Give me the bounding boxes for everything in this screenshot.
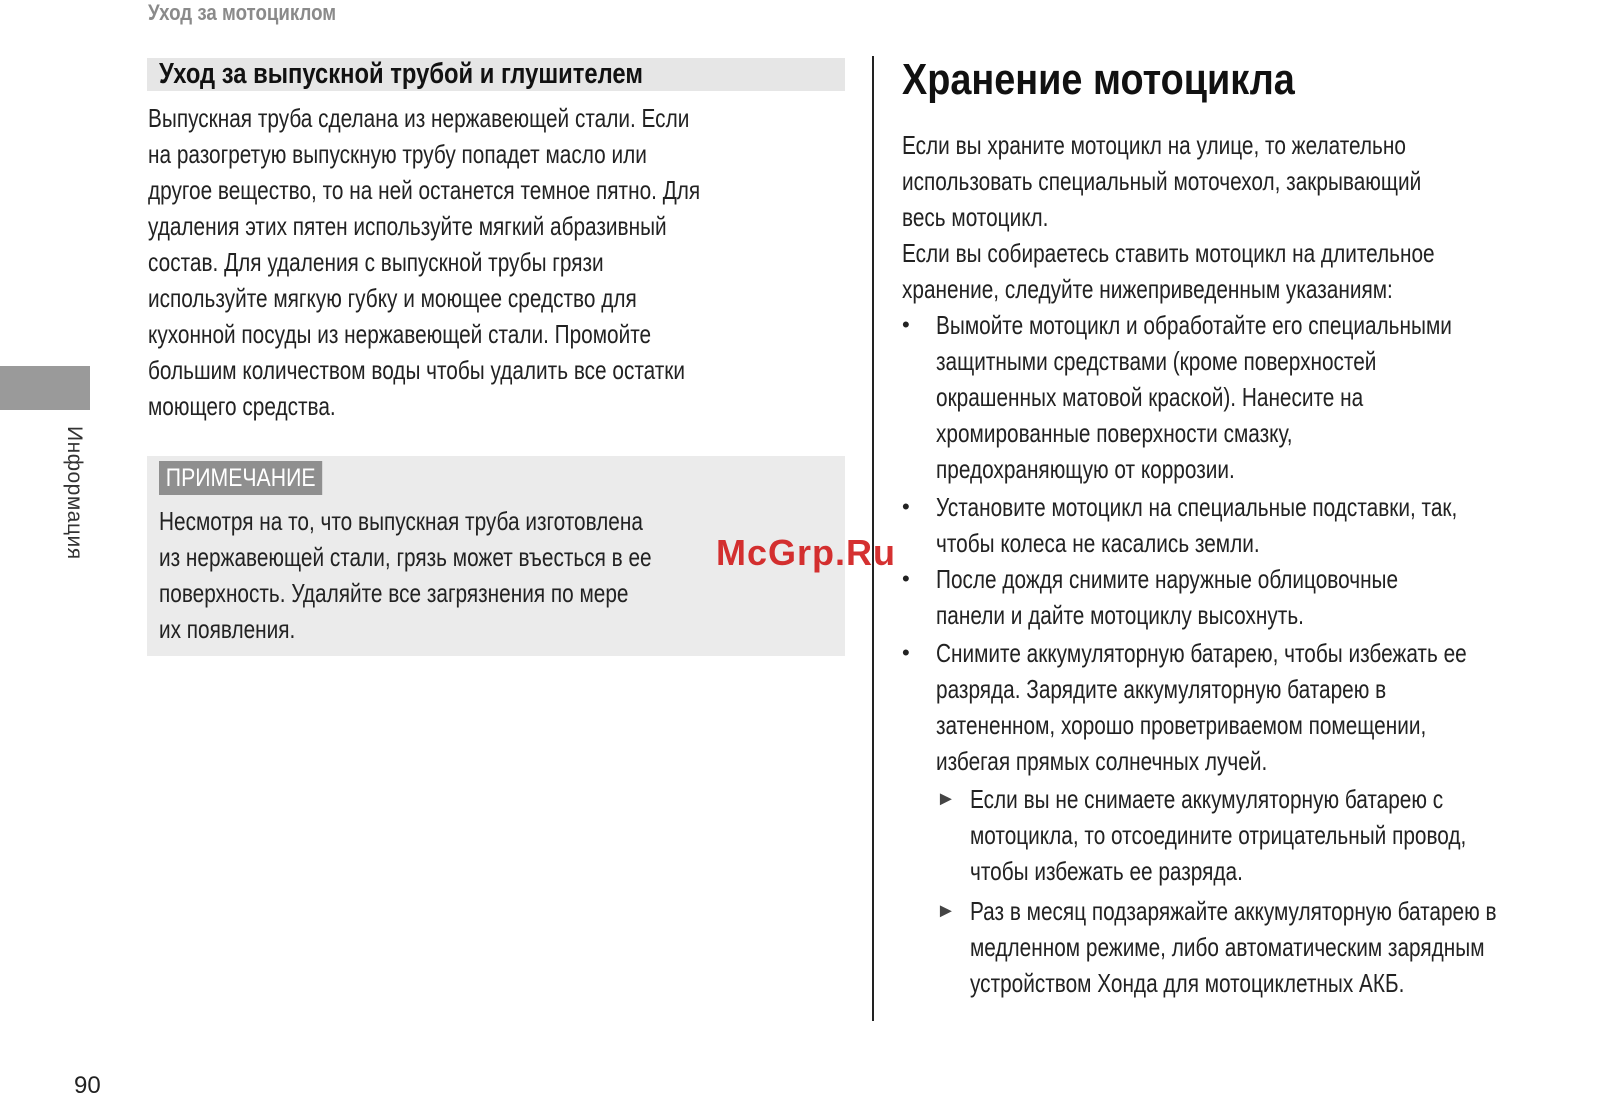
bullet-line: Вымойте мотоцикл и обработайте его специальными: [936, 310, 1452, 340]
exhaust-care-heading: Уход за выпускной трубой и глушителем: [159, 58, 643, 90]
bullet-line: разряда. Зарядите аккумуляторную батарею в: [936, 674, 1387, 704]
sub-item-line: медленном режиме, либо автоматическим зарядным: [970, 932, 1485, 962]
bullet-line: защитными средствами (кроме поверхностей: [936, 346, 1377, 376]
sub-item-line: мотоцикла, то отсоедините отрицательный провод,: [970, 820, 1467, 850]
bullet-icon: •: [902, 566, 910, 591]
sub-item-line: чтобы избежать ее разряда.: [970, 856, 1243, 886]
bullet-line: чтобы колеса не касались земли.: [936, 528, 1260, 558]
intro-line: весь мотоцикл.: [902, 202, 1049, 232]
bullet-line: окрашенных матовой краской). Нанесите на: [936, 382, 1364, 412]
paragraph-line: состав. Для удаления с выпускной трубы грязи: [148, 247, 604, 277]
paragraph-line: Выпускная труба сделана из нержавеющей стали. Если: [148, 103, 690, 133]
bullet-line: хромированные поверхности смазку,: [936, 418, 1293, 448]
bullet-line: Установите мотоцикл на специальные подставки, так,: [936, 492, 1458, 522]
bullet-icon: •: [902, 640, 910, 665]
note-line: их появления.: [159, 614, 296, 644]
paragraph-line: удаления этих пятен используйте мягкий абразивный: [148, 211, 667, 241]
intro-line: хранение, следуйте нижеприведенным указаниям:: [902, 274, 1393, 304]
storage-title: Хранение мотоцикла: [902, 55, 1295, 104]
paragraph-line: моющего средства.: [148, 391, 336, 421]
sub-item-line: Если вы не снимаете аккумуляторную батарею с: [970, 784, 1444, 814]
section-side-label: Информация: [63, 426, 86, 560]
bullet-line: Снимите аккумуляторную батарею, чтобы избежать ее: [936, 638, 1467, 668]
paragraph-line: большим количеством воды чтобы удалить все остатки: [148, 355, 686, 385]
paragraph-line: кухонной посуды из нержавеющей стали. Промойте: [148, 319, 652, 349]
paragraph-line: используйте мягкую губку и моющее средство для: [148, 283, 637, 313]
running-header: Уход за мотоциклом: [148, 0, 337, 25]
bullet-icon: •: [902, 494, 910, 519]
page-number: 90: [74, 1072, 101, 1099]
sub-item-line: Раз в месяц подзаряжайте аккумуляторную батарею в: [970, 896, 1497, 926]
section-thumb-tab: [0, 366, 90, 410]
intro-line: Если вы собираетесь ставить мотоцикл на длительное: [902, 238, 1435, 268]
bullet-icon: •: [902, 312, 910, 337]
bullet-line: избегая прямых солнечных лучей.: [936, 746, 1268, 776]
note-line: Несмотря на то, что выпускная труба изготовлена: [159, 506, 643, 536]
intro-line: Если вы храните мотоцикл на улице, то желательно: [902, 130, 1406, 160]
intro-line: использовать специальный моточехол, закрывающий: [902, 166, 1422, 196]
bullet-line: После дождя снимите наружные облицовочные: [936, 564, 1399, 594]
bullet-line: предохраняющую от коррозии.: [936, 454, 1235, 484]
paragraph-line: другое вещество, то на ней останется темное пятно. Для: [148, 175, 701, 205]
triangle-arrow-icon: ►: [936, 900, 956, 922]
sub-item-line: устройством Хонда для мотоциклетных АКБ.: [970, 968, 1405, 998]
note-label: ПРИМЕЧАНИЕ: [159, 461, 322, 495]
note-line: из нержавеющей стали, грязь может въесться в ее: [159, 542, 652, 572]
note-line: поверхность. Удаляйте все загрязнения по мере: [159, 578, 629, 608]
triangle-arrow-icon: ►: [936, 788, 956, 810]
bullet-line: панели и дайте мотоциклу высохнуть.: [936, 600, 1304, 630]
watermark: McGrp.Ru: [716, 532, 897, 573]
bullet-line: затененном, хорошо проветриваемом помещении,: [936, 710, 1427, 740]
paragraph-line: на разогретую выпускную трубу попадет масло или: [148, 139, 647, 169]
